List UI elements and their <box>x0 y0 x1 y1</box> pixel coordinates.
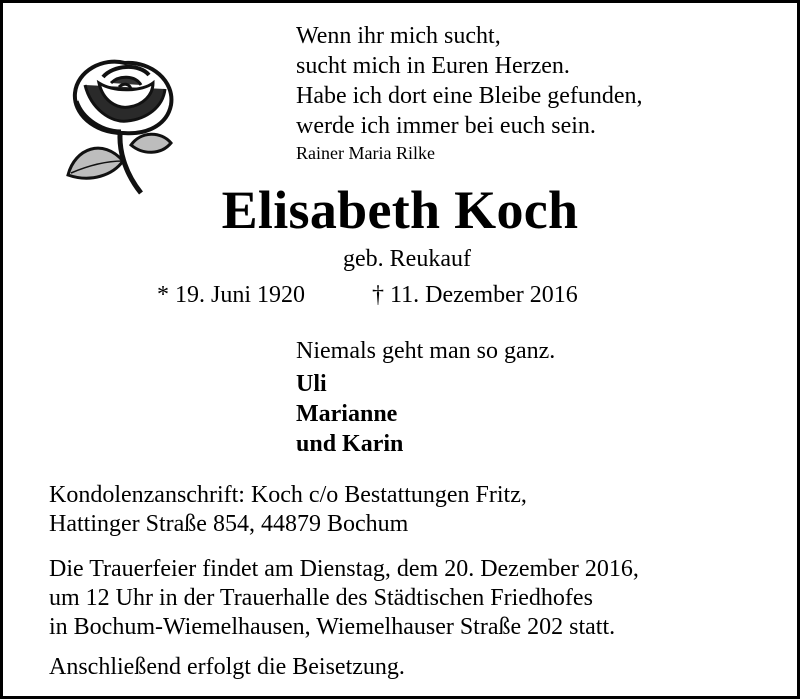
death-date: † 11. Dezember 2016 <box>372 282 578 308</box>
ceremony-line: Die Trauerfeier findet am Dienstag, dem 20. Dezember 2016, <box>49 556 639 582</box>
deceased-name: Elisabeth Koch <box>221 180 579 240</box>
poem-line: Wenn ihr mich sucht, <box>296 23 501 49</box>
poem-line: werde ich immer bei euch sein. <box>296 113 596 139</box>
burial-note: Anschließend erfolgt die Beisetzung. <box>49 654 405 680</box>
family-member: Uli <box>296 371 327 397</box>
family-member: Marianne <box>296 401 398 427</box>
ceremony-line: in Bochum-Wiemelhausen, Wiemelhauser Straße 202 statt. <box>49 614 616 640</box>
condolence-address-line: Hattinger Straße 854, 44879 Bochum <box>49 511 409 537</box>
birth-date: * 19. Juni 1920 <box>157 282 306 308</box>
maiden-name: geb. Reukauf <box>343 246 471 272</box>
family-member: und Karin <box>296 431 404 457</box>
ceremony-line: um 12 Uhr in der Trauerhalle des Städtischen Friedhofes <box>49 585 593 611</box>
rose-icon <box>63 53 183 198</box>
poem-line: Habe ich dort eine Bleibe gefunden, <box>296 83 643 109</box>
motto: Niemals geht man so ganz. <box>296 338 556 364</box>
condolence-address-line: Kondolenzanschrift: Koch c/o Bestattungen Fritz, <box>49 482 527 508</box>
poem-author: Rainer Maria Rilke <box>296 143 435 163</box>
poem-line: sucht mich in Euren Herzen. <box>296 53 570 79</box>
